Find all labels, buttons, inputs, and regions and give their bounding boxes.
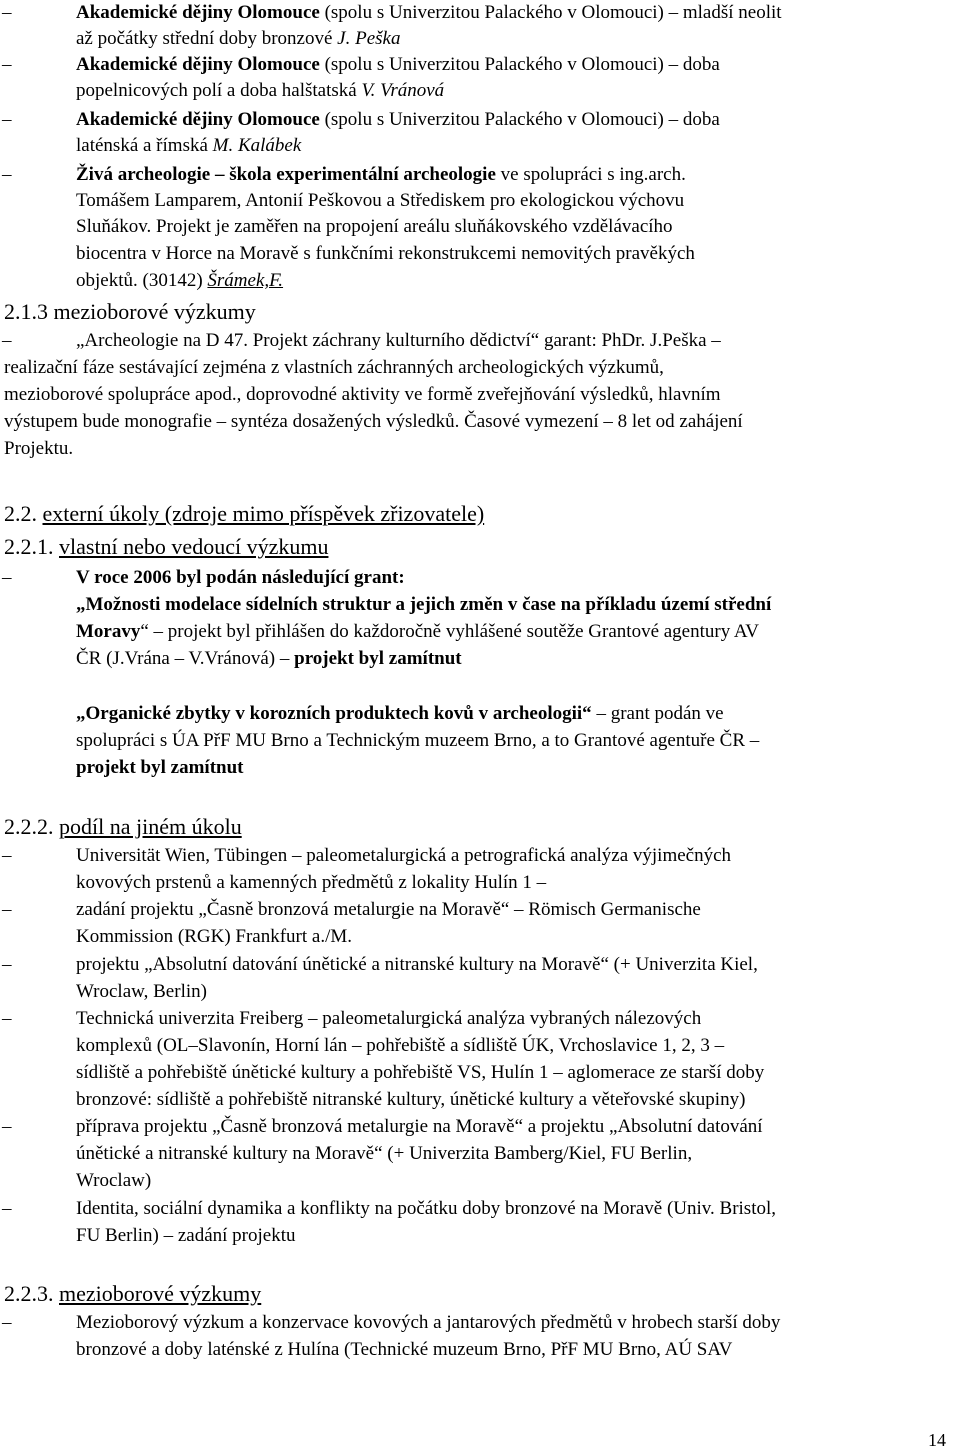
dash-bullet: –	[2, 1116, 12, 1137]
dash-bullet: –	[2, 54, 12, 75]
text-run: Technická univerzita Freiberg – paleometalurgická analýza vybraných nálezových	[76, 1008, 702, 1029]
line-text	[76, 1033, 724, 1059]
line-text	[76, 870, 546, 896]
text-run: Projektu.	[4, 438, 74, 459]
text-run: projekt byl zamítnut	[294, 648, 462, 669]
text-run: V. Vránová	[361, 80, 445, 101]
line-text	[76, 133, 301, 159]
line-text	[76, 78, 444, 104]
text-run: Wroclaw, Berlin)	[76, 981, 207, 1002]
line-text	[4, 501, 484, 526]
line-text	[76, 0, 782, 26]
text-run: „Možnosti modelace sídelních struktur a jejich změn v čase na příkladu území střední	[76, 594, 772, 615]
line-text	[76, 952, 758, 978]
text-run: kovových prstenů a kamenných předmětů z lokality Hulín 1 –	[76, 872, 547, 893]
text-run: biocentra v Horce na Moravě s funkčními rekonstrukcemi nemovitých pravěkých	[76, 243, 695, 264]
line-text	[76, 107, 720, 133]
line-text	[76, 328, 721, 354]
dash-bullet: –	[2, 1312, 12, 1333]
text-run: únětické a nitranské kultury na Moravě“ (+ Univerzita Bamberg/Kiel, FU Berlin,	[76, 1143, 693, 1164]
text-run: „Archeologie na D 47. Projekt záchrany kulturního dědictví“ garant: PhDr. J.Peška –	[76, 330, 721, 351]
text-run: (spolu s Univerzitou Palackého v Olomouci) – doba	[319, 54, 720, 75]
text-run: objektů. (30142)	[76, 270, 208, 291]
line-text	[76, 701, 724, 727]
line-text	[4, 409, 743, 435]
text-run: bronzové: sídliště a pohřebiště nitranské kultury, únětické kultury a věteřovské skupiny)	[76, 1089, 746, 1110]
text-run: projekt byl zamítnut	[76, 757, 244, 778]
line-text	[76, 728, 759, 754]
line-text	[76, 1141, 692, 1167]
line-text	[76, 1006, 701, 1032]
line-text	[4, 1281, 261, 1306]
text-run: 2.1.3 mezioborové výzkumy	[4, 299, 256, 324]
text-run: 2.2.1.	[4, 534, 59, 559]
section-heading	[4, 500, 484, 528]
line-text	[76, 646, 462, 672]
dash-bullet: –	[2, 1008, 12, 1029]
text-run: Universität Wien, Tübingen – paleometalurgická a petrografická analýza výjimečných	[76, 845, 732, 866]
text-run: bronzové a doby laténské z Hulína (Technické muzeum Brno, PřF MU Brno, AÚ SAV	[76, 1339, 733, 1360]
text-run: Mezioborový výzkum a konzervace kovových a jantarových předmětů v hrobech starší doby	[76, 1312, 781, 1333]
line-text	[4, 814, 242, 839]
line-text	[76, 52, 720, 78]
dash-bullet: –	[2, 2, 12, 23]
text-run: 2.2.	[4, 501, 43, 526]
text-run: výstupem bude monografie – syntéza dosažených výsledků. Časové vymezení – 8 let od zahájení	[4, 411, 743, 432]
text-run: (spolu s Univerzitou Palackého v Olomouci) – mladší neolit	[319, 2, 782, 23]
text-run: 2.2.2.	[4, 814, 59, 839]
line-text	[76, 843, 731, 869]
line-text	[76, 241, 695, 267]
dash-bullet: –	[2, 567, 12, 588]
text-run: Tomášem Lamparem, Antonií Peškovou a Střediskem pro ekologickou výchovu	[76, 190, 685, 211]
text-run: 2.2.3.	[4, 1281, 59, 1306]
line-text	[76, 162, 686, 188]
text-run: příprava projektu „Časně bronzová metalurgie na Moravě“ a projektu „Absolutní datování	[76, 1116, 763, 1137]
line-text	[76, 1087, 745, 1113]
section-heading	[4, 1280, 261, 1308]
dash-bullet: –	[2, 109, 12, 130]
text-run: podíl na jiném úkolu	[59, 814, 242, 839]
line-text	[76, 1168, 151, 1194]
section-heading	[4, 813, 242, 841]
text-run: ve spolupráci s ing.arch.	[495, 164, 686, 185]
text-run: Kommission (RGK) Frankfurt a./M.	[76, 926, 353, 947]
text-run: Akademické dějiny Olomouce	[76, 109, 320, 130]
text-run: Moravy	[76, 621, 141, 642]
text-run: komplexů (OL–Slavonín, Horní lán – pohřebiště a sídliště ÚK, Vrchoslavice 1, 2, 3 –	[76, 1035, 725, 1056]
page-number: 14	[928, 1430, 946, 1450]
text-run: projektu „Absolutní datování únětické a nitranské kultury na Moravě“ (+ Univerzita Kiel,	[76, 954, 758, 975]
line-text	[76, 1223, 296, 1249]
text-run: Akademické dějiny Olomouce	[76, 2, 320, 23]
line-text	[76, 924, 352, 950]
dash-bullet: –	[2, 164, 12, 185]
line-text	[76, 1337, 732, 1363]
text-run: laténská a římská	[76, 135, 213, 156]
text-run: “ – projekt byl přihlášen do každoročně vyhlášené soutěže Grantové agentury AV	[140, 621, 759, 642]
text-run: Šrámek,F.	[207, 270, 284, 291]
text-run: (spolu s Univerzitou Palackého v Olomouci) – doba	[319, 109, 720, 130]
text-run: Wroclaw)	[76, 1170, 152, 1191]
text-run: Sluňákov. Projekt je zaměřen na propojení areálu sluňákovského vzdělávacího	[76, 216, 673, 237]
dash-bullet: –	[2, 845, 12, 866]
line-text	[76, 1060, 764, 1086]
section-heading	[4, 533, 328, 561]
text-run: FU Berlin) – zadání projektu	[76, 1225, 296, 1246]
text-run: sídliště a pohřebiště únětické kultury a pohřebiště VS, Hulín 1 – aglomerace ze starší doby	[76, 1062, 765, 1083]
text-run: J. Peška	[337, 28, 401, 49]
text-run: Identita, sociální dynamika a konflikty na počátku doby bronzové na Moravě (Univ. Bristol,	[76, 1198, 777, 1219]
line-text	[76, 979, 207, 1005]
dash-bullet: –	[2, 954, 12, 975]
line-text	[76, 214, 673, 240]
line-text	[4, 355, 664, 381]
text-run: spolupráci s ÚA PřF MU Brno a Technickým muzeem Brno, a to Grantové agentuře ČR –	[76, 730, 760, 751]
text-run: popelnicových polí a doba halštatská	[76, 80, 362, 101]
text-run: ČR (J.Vrána – V.Vránová) –	[76, 648, 295, 669]
text-run: – grant podán ve	[591, 703, 724, 724]
line-text	[76, 565, 405, 591]
line-text	[4, 382, 721, 408]
dash-bullet: –	[2, 1198, 12, 1219]
line-text	[76, 619, 759, 645]
line-text	[76, 26, 400, 52]
line-text	[76, 1310, 780, 1336]
text-run: Akademické dějiny Olomouce	[76, 54, 320, 75]
line-text	[4, 534, 328, 559]
line-text	[4, 299, 256, 324]
section-heading	[4, 298, 256, 326]
text-run: až počátky střední doby bronzové	[76, 28, 338, 49]
line-text	[76, 268, 283, 294]
text-run: zadání projektu „Časně bronzová metalurgie na Moravě“ – Römisch Germanische	[76, 899, 701, 920]
line-text	[76, 1114, 763, 1140]
text-run: mezioborové výzkumy	[59, 1281, 262, 1306]
line-text	[76, 592, 771, 618]
text-run: V roce 2006 byl podán následující grant:	[76, 567, 405, 588]
text-run: realizační fáze sestávající zejména z vlastních záchranných archeologických výzkumů,	[4, 357, 664, 378]
dash-bullet: –	[2, 899, 12, 920]
text-run: externí úkoly (zdroje mimo příspěvek zřizovatele)	[42, 501, 485, 526]
line-text	[76, 897, 701, 923]
line-text	[4, 436, 73, 462]
text-run: Živá archeologie – škola experimentální archeologie	[76, 164, 496, 185]
line-text	[76, 188, 684, 214]
text-run: vlastní nebo vedoucí výzkumu	[59, 534, 329, 559]
text-run: M. Kalábek	[212, 135, 302, 156]
text-run: „Organické zbytky v korozních produktech kovů v archeologii“	[76, 703, 592, 724]
dash-bullet: –	[2, 330, 12, 351]
text-run: mezioborové spolupráce apod., doprovodné aktivity ve formě zveřejňování výsledků, hlavním	[4, 384, 721, 405]
line-text	[76, 755, 243, 781]
line-text	[76, 1196, 776, 1222]
